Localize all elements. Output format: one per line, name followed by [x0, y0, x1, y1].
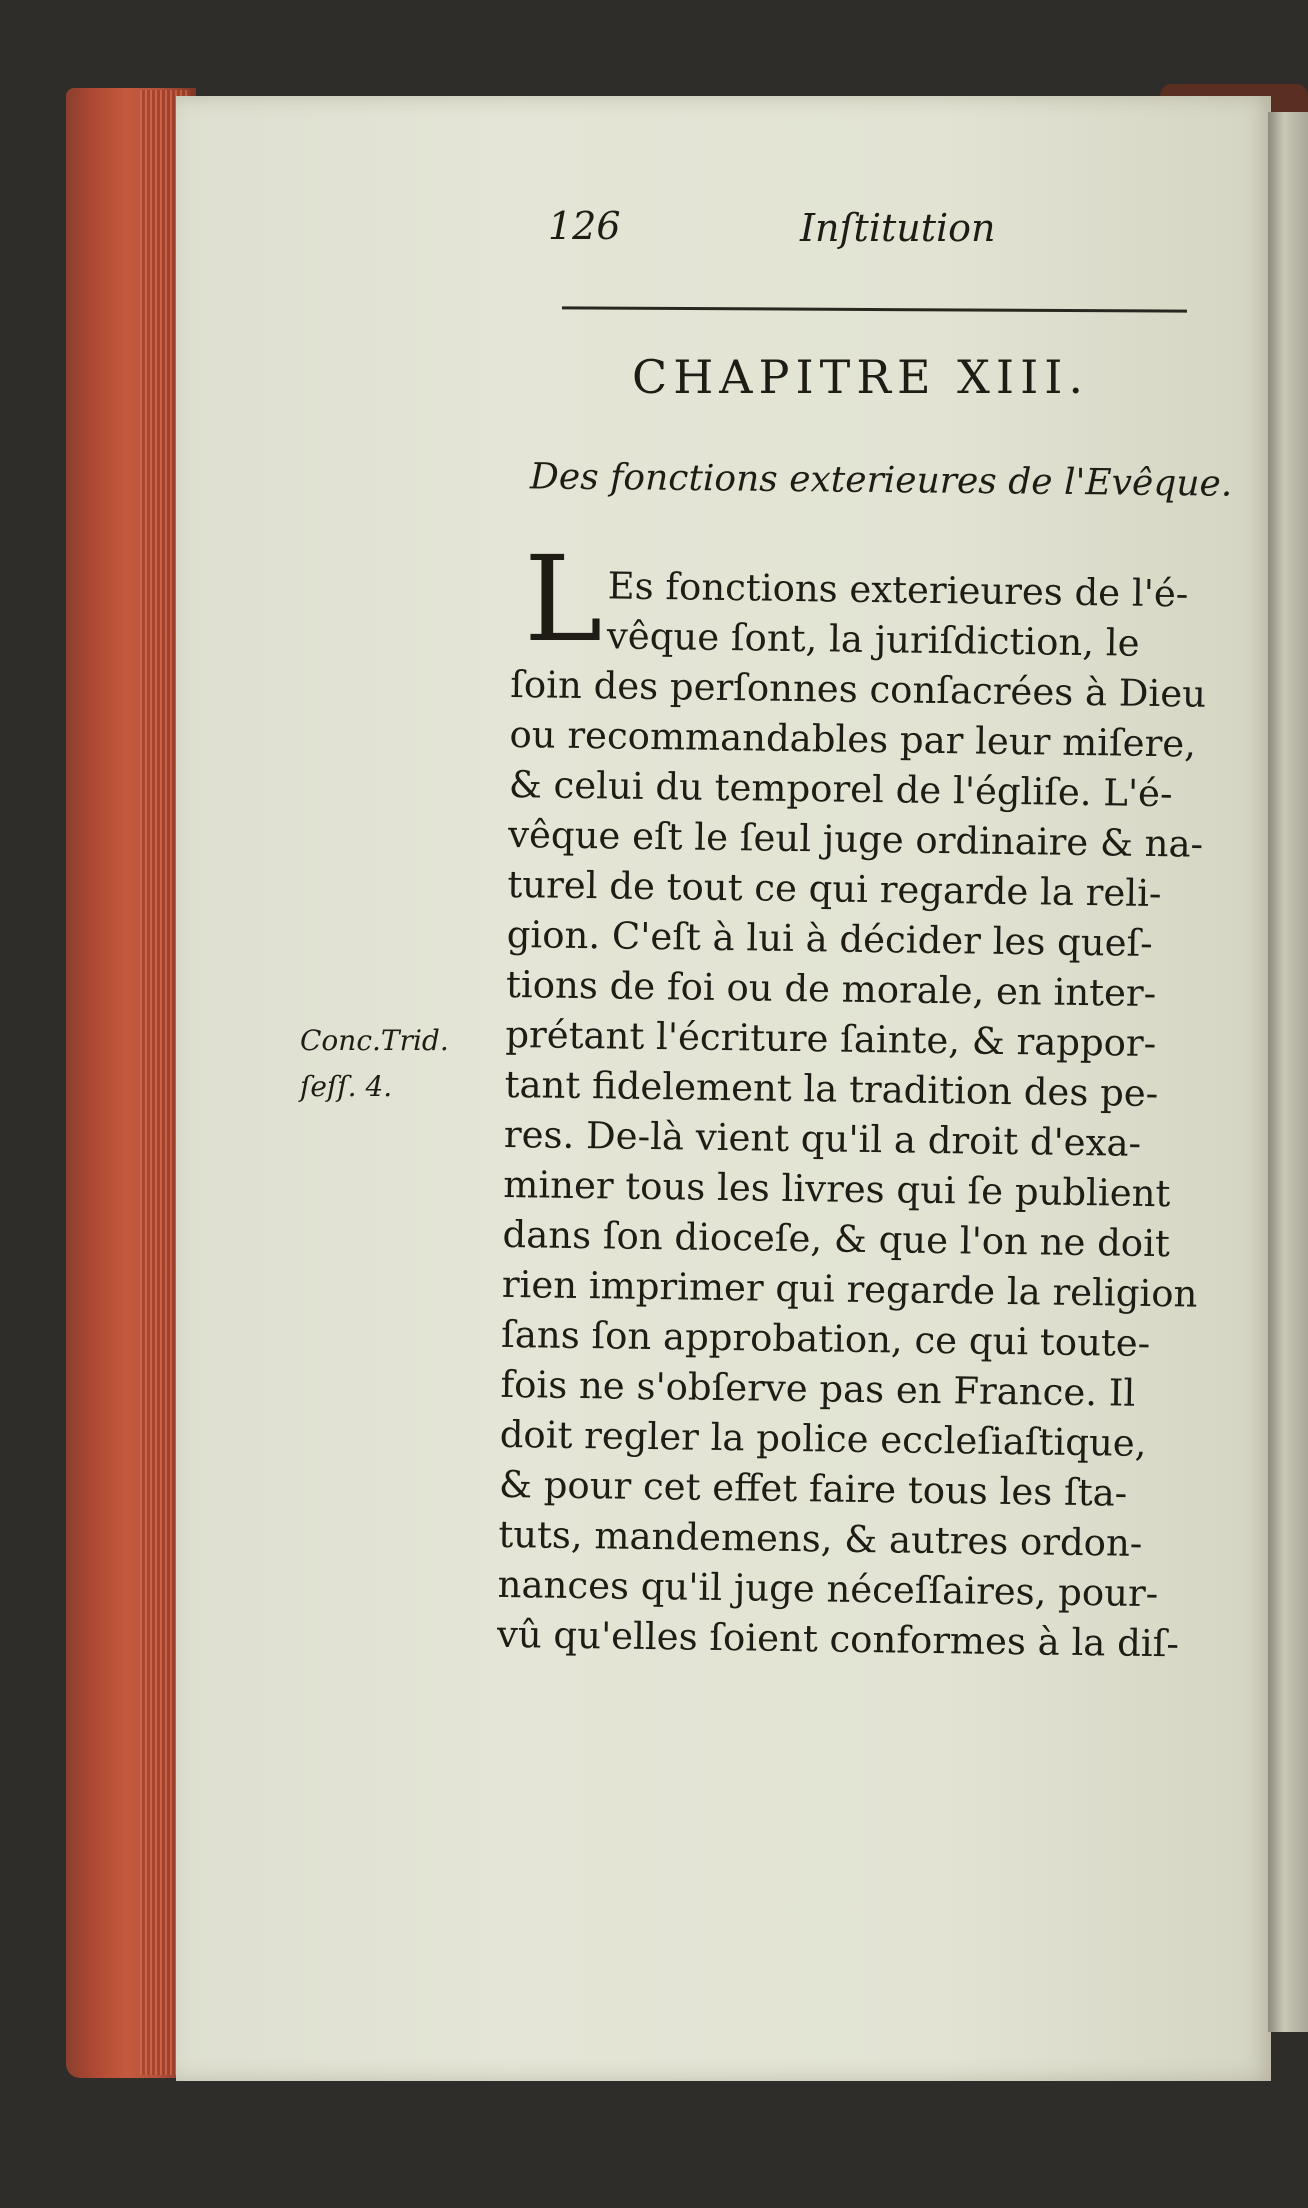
body-line: vêque ſont, la juriſdiction, le [606, 614, 1140, 665]
body-line: res. De-là vient qu'il a droit d'exa- [503, 1112, 1142, 1165]
facing-page-edge [1268, 112, 1308, 2032]
margin-note [300, 1018, 449, 1110]
body-line: Es fonctions exterieures de l'é- [607, 564, 1189, 616]
body-line: dans ſon dioceſe, & que l'on ne doit [502, 1212, 1171, 1266]
body-line: tions de foi ou de morale, en inter- [505, 962, 1157, 1016]
body-line: nances qu'il juge néceſſaires, pour- [497, 1562, 1159, 1616]
body-text [496, 560, 1207, 1670]
running-title: Inſtitution [800, 206, 996, 250]
body-line: rien imprimer qui regarde la religion [501, 1262, 1198, 1316]
margin-note-line: Conc.Trid. [300, 1024, 449, 1057]
body-line: vêque eſt le ſeul juge ordinaire & na- [507, 812, 1204, 866]
margin-note-line: ſeſſ. 4. [300, 1070, 393, 1103]
body-line: ſoin des perſonnes conſacrées à Dieu [509, 662, 1207, 716]
chapter-heading: CHAPITRE XIII. [632, 350, 1090, 404]
chapter-subtitle: Des fonctions exterieures de l'Evêque. [529, 456, 1233, 505]
body-line: tuts, mandemens, & autres ordon- [498, 1512, 1143, 1565]
body-line: doit regler la police eccleſiaſtique, [499, 1412, 1147, 1465]
drop-cap: L [524, 530, 603, 668]
body-line: ou recommandables par leur miſere, [509, 712, 1197, 766]
body-line: vû qu'elles ſoient conformes à la diſ- [496, 1612, 1180, 1666]
body-line: tant fidelement la tradition des pe- [504, 1062, 1159, 1116]
page-number: 126 [548, 204, 621, 248]
body-line: miner tous les livres qui ſe publient [502, 1162, 1171, 1216]
body-line: & celui du temporel de l'égliſe. L'é- [508, 762, 1173, 816]
body-line: & pour cet effet faire tous les ſta- [498, 1462, 1128, 1515]
body-line: fois ne s'obſerve pas en France. Il [500, 1362, 1136, 1415]
body-line: ſans ſon approbation, ce qui toute- [500, 1312, 1151, 1365]
body-line: prétant l'écriture ſainte, & rappor- [505, 1012, 1157, 1066]
body-line: gion. C'eſt à lui à décider les queſ- [506, 912, 1154, 965]
body-line: turel de tout ce qui regarde la reli- [507, 862, 1162, 916]
